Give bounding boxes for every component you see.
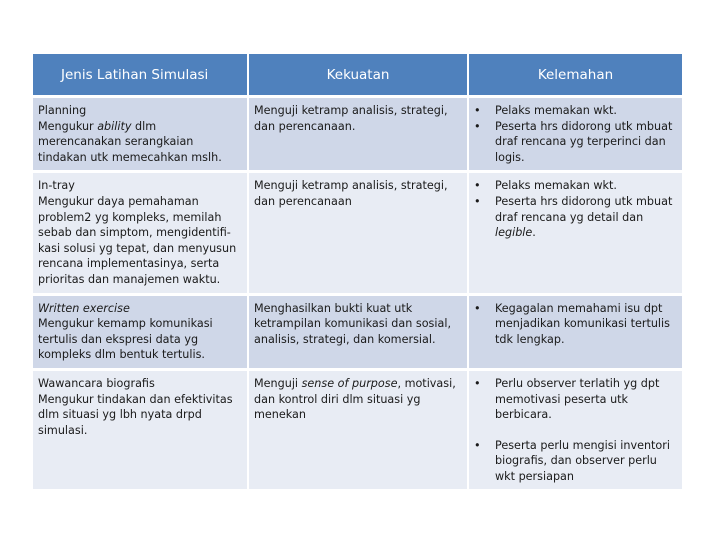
- bullet-icon: •: [474, 194, 481, 208]
- type-title: In-tray: [38, 179, 75, 193]
- bullet-icon: •: [474, 438, 481, 452]
- cell-type: [33, 296, 247, 371]
- cell-strength: Menguji ketramp analisis, strategi, dan perencanaan.: [249, 98, 467, 173]
- type-description: Mengukur ability dlm merencanakan serangkaian tindakan utk memecahkan mslh.: [38, 119, 222, 164]
- header-kekuatan: Kekuatan: [249, 54, 467, 98]
- bullet-icon: •: [474, 119, 481, 133]
- weakness-item: • Peserta hrs didorong utk mbuat draf rencana yg detail dan legible.: [474, 194, 673, 240]
- cell-type: [33, 173, 247, 295]
- cell-weakness: [469, 371, 682, 493]
- header-kelemahan: Kelemahan: [469, 54, 682, 98]
- weakness-item: • Peserta perlu mengisi inventori biografis, dan observer perlu wkt persiapan: [474, 438, 670, 483]
- table-row-written-exercise: [33, 296, 682, 371]
- weakness-item: • Peserta hrs didorong utk mbuat draf rencana yg terperinci dan logis.: [474, 119, 673, 164]
- cell-weakness: [469, 173, 682, 295]
- type-title: Written exercise: [38, 301, 130, 315]
- header-row: [33, 54, 682, 98]
- table-row-planning: [33, 98, 682, 173]
- header-jenis-latihan: Jenis Latihan Simulasi: [33, 54, 247, 98]
- bullet-icon: •: [474, 376, 481, 390]
- type-title: Wawancara biografis: [38, 376, 155, 390]
- cell-type: [33, 371, 247, 493]
- cell-strength: Menguji ketramp analisis, strategi, dan perencanaan: [249, 173, 467, 295]
- cell-weakness: [469, 296, 682, 371]
- weakness-item: • Pelaks memakan wkt.: [474, 104, 617, 117]
- table-row-wawancara-biografis: [33, 371, 682, 493]
- cell-type: [33, 98, 247, 173]
- bullet-icon: •: [474, 179, 481, 193]
- bullet-icon: •: [474, 104, 481, 117]
- weakness-item: • Kegagalan memahami isu dpt menjadikan komunikasi tertulis tdk lengkap.: [474, 301, 670, 346]
- type-description: Mengukur tindakan dan efektivitas dlm situasi yg lbh nyata drpd simulasi.: [38, 392, 233, 437]
- cell-strength: Menghasilkan bukti kuat utk ketrampilan komunikasi dan sosial, analisis, strategi, dan komersial.: [249, 296, 467, 371]
- weakness-item: • Pelaks memakan wkt.: [474, 179, 617, 193]
- table-row-in-tray: [33, 173, 682, 295]
- cell-strength: Menguji sense of purpose, motivasi, dan kontrol diri dlm situasi yg menekan: [249, 371, 467, 493]
- type-description: Mengukur kemamp komunikasi tertulis dan ekspresi data yg kompleks dlm bentuk tertulis.: [38, 317, 213, 362]
- weakness-item: • Perlu observer terlatih yg dpt memotivasi peserta utk berbicara.: [474, 376, 660, 422]
- type-title: Planning: [38, 104, 87, 117]
- cell-weakness: [469, 98, 682, 173]
- type-description: Mengukur daya pemahaman problem2 yg kompleks, memilah sebab dan simptom, mengidentifi-kasi solusi yg tepat, dan menyusun rencana implementasinya, serta prioritas dan manajemen waktu.: [38, 194, 237, 286]
- simulation-comparison-table: [31, 54, 684, 492]
- bullet-icon: •: [474, 301, 481, 315]
